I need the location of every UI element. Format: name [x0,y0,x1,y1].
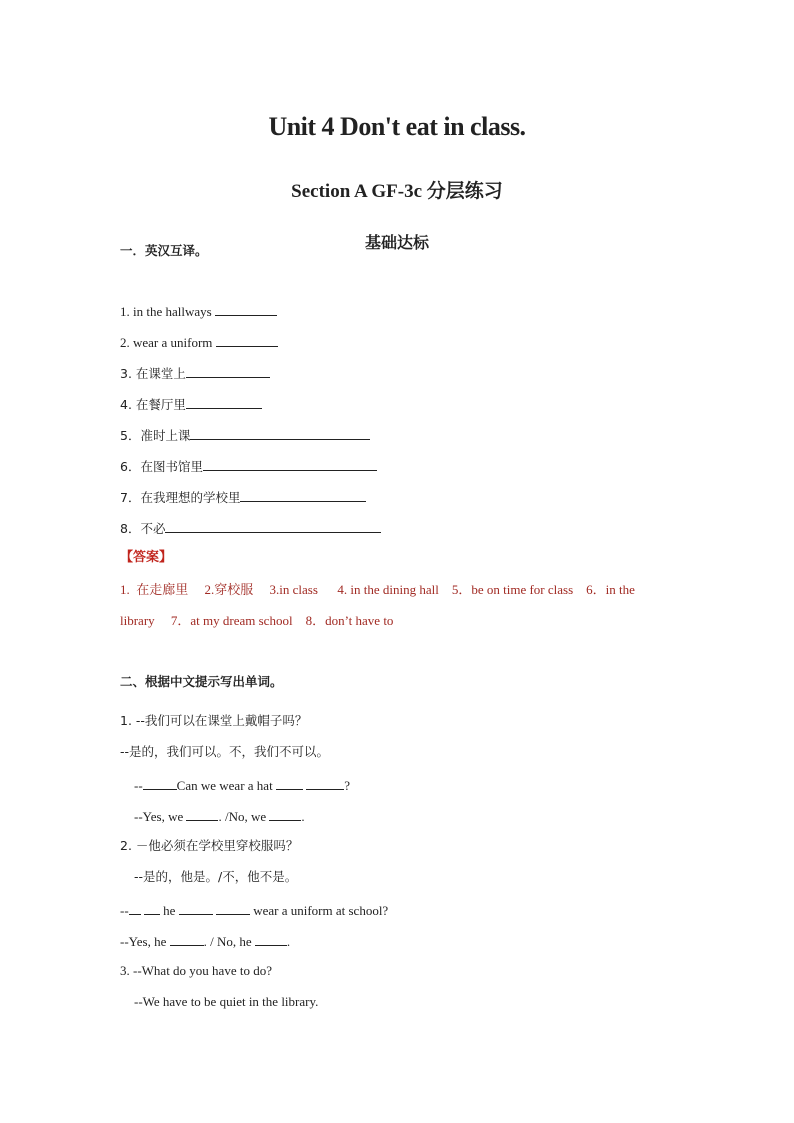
answer-blank[interactable] [186,364,270,378]
answer-blank[interactable] [186,395,262,409]
answer-blank[interactable] [129,901,141,915]
question-1-english-line2: --Yes, we . /No, we . [134,809,305,824]
answer-text: 1. 在走廊里 2.穿校服 3.in class 4. in the dining hall 5．be on time for class 6．in the [120,582,635,597]
part1-item: 5．准时上课 [120,426,370,444]
question-2-english-line1: -- he wear a uniform at school? [120,903,389,918]
part2-heading: 二、根据中文提示写出单词。 [120,674,283,689]
answer-blank[interactable] [306,776,344,790]
answer-blank[interactable] [143,776,177,790]
part1-item: 8．不必 [120,519,381,537]
answer-blank[interactable] [190,426,370,440]
part1-heading: 一．英汉互译。 [120,243,208,258]
part1-item: 2. wear a uniform [120,333,278,351]
answer-blank[interactable] [203,457,377,471]
part1-item: 4. 在餐厅里 [120,395,262,413]
question-1-english-line1: -- Can we wear a hat ? [134,778,350,793]
answer-text-continued: library 7．at my dream school 8．don’t have to [120,613,394,628]
question-2-chinese: 2. －他必须在学校里穿校服吗？ [120,838,299,853]
answer-blank[interactable] [255,932,287,946]
answer-blank[interactable] [240,488,366,502]
level-heading: 基础达标 [364,233,429,252]
answer-blank[interactable] [216,901,250,915]
answer-blank[interactable] [144,901,160,915]
question-2-english-line2: --Yes, he . / No, he . [120,934,291,949]
part1-item: 1. in the hallways [120,302,277,320]
answer-blank[interactable] [170,932,204,946]
question-1-chinese-answer: --是的，我们可以。不，我们不可以。 [120,744,330,759]
part1-item: 7．在我理想的学校里 [120,488,366,506]
part1-item: 6．在图书馆里 [120,457,377,475]
page-title: Unit 4 Don't eat in class. [268,112,526,141]
answer-blank[interactable] [216,333,278,347]
answer-blank[interactable] [165,519,381,533]
answer-blank[interactable] [276,776,303,790]
question-3-english-line1: 3. --What do you have to do? [120,963,272,978]
question-3-english-line2: --We have to be quiet in the library. [134,994,319,1009]
answer-blank[interactable] [269,807,301,821]
answer-blank[interactable] [186,807,218,821]
section-subtitle: Section A GF-3c 分层练习 [291,181,503,202]
question-1-chinese: 1. --我们可以在课堂上戴帽子吗？ [120,713,308,728]
answer-label: 【答案】 [120,550,173,565]
question-2-chinese-answer: --是的，他是。/不，他不是。 [134,869,298,884]
answer-blank[interactable] [215,302,277,316]
part1-item: 3. 在课堂上 [120,364,270,382]
answer-blank[interactable] [179,901,213,915]
